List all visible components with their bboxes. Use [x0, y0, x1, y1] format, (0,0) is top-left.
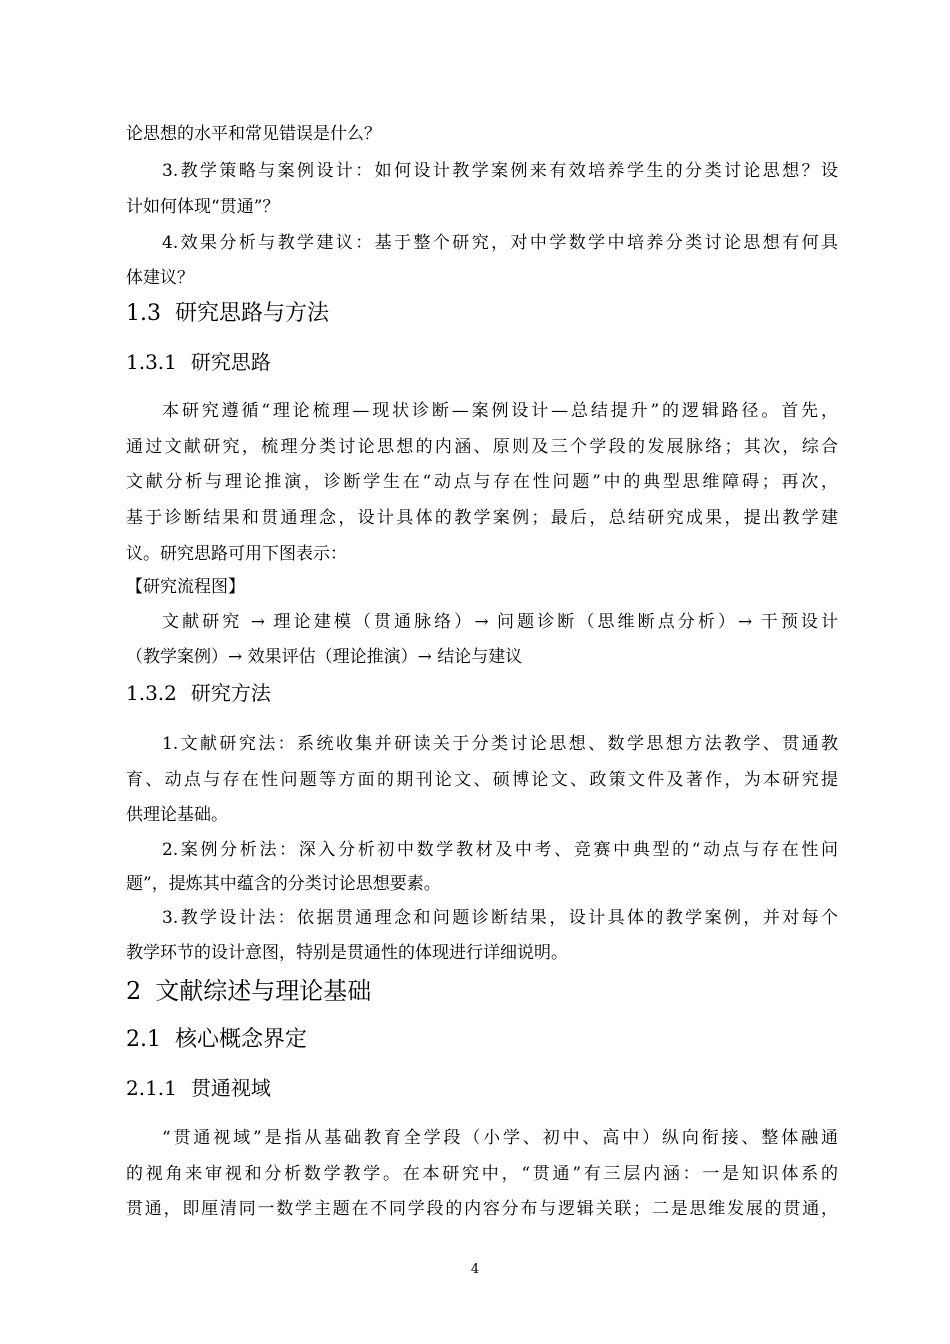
paragraph-line: 论思想的水平和常见错误是什么？ [126, 124, 381, 144]
flow-chart-line: （教学案例）→ 效果评估（理论推演）→ 结论与建议 [126, 647, 523, 667]
paragraph-line: 3.教学策略与案例设计：如何设计教学案例来有效培养学生的分类讨论思想？设 [162, 161, 838, 181]
section-heading [126, 1025, 307, 1055]
flow-chart-line: 文献研究 → 理论建模（贯通脉络）→ 问题诊断（思维断点分析）→ 干预设计 [162, 612, 838, 632]
paragraph-line: 本研究遵循“理论梳理—现状诊断—案例设计—总结提升”的逻辑路径。首先， [162, 401, 838, 421]
figure-label: 【研究流程图】 [126, 577, 245, 597]
paragraph-line: 议。研究思路可用下图表示： [126, 544, 347, 564]
paragraph-line: 计如何体现“贯通”？ [126, 197, 280, 217]
subsection-number: 1.3.1 [126, 350, 177, 374]
subsection-title: 贯通视域 [190, 1076, 271, 1100]
subsection-title: 研究思路 [190, 350, 271, 374]
paragraph-line: 文献分析与理论推演，诊断学生在“动点与存在性问题”中的典型思维障碍；再次， [126, 472, 838, 492]
paragraph-line: 3.教学设计法：依据贯通理念和问题诊断结果，设计具体的教学案例，并对每个 [162, 908, 838, 928]
chapter-title: 文献综述与理论基础 [155, 977, 372, 1005]
section-title: 研究思路与方法 [175, 301, 330, 326]
paragraph-line: 1.文献研究法：系统收集并研读关于分类讨论思想、数学思想方法教学、贯通教 [162, 734, 838, 754]
subsection-heading [126, 348, 271, 376]
paragraph-line: 4.效果分析与教学建议：基于整个研究，对中学数学中培养分类讨论思想有何具 [162, 233, 838, 253]
paragraph-line: 2.案例分析法：深入分析初中数学教材及中考、竞赛中典型的“动点与存在性问 [162, 840, 838, 860]
paragraph-line: 体建议？ [126, 268, 194, 288]
page-number: 4 [470, 1262, 480, 1277]
paragraph-line: 题”，提炼其中蕴含的分类讨论思想要素。 [126, 874, 441, 894]
paragraph-line: 育、动点与存在性问题等方面的期刊论文、硕博论文、政策文件及著作，为本研究提 [126, 770, 838, 790]
section-number: 1.3 [126, 301, 161, 326]
subsection-title: 研究方法 [190, 681, 271, 705]
paragraph-line: “贯通视域”是指从基础教育全学段（小学、初中、高中）纵向衔接、整体融通 [162, 1128, 838, 1148]
paragraph-line: 通过文献研究，梳理分类讨论思想的内涵、原则及三个学段的发展脉络；其次，综合 [126, 437, 838, 457]
section-title: 核心概念界定 [175, 1027, 308, 1052]
paragraph-line: 教学环节的设计意图，特别是贯通性的体现进行详细说明。 [126, 943, 568, 963]
section-heading [126, 299, 329, 329]
subsection-number: 2.1.1 [126, 1076, 177, 1100]
chapter-number: 2 [126, 977, 142, 1005]
paragraph-line: 供理论基础。 [126, 805, 228, 825]
paragraph-line: 的视角来审视和分析数学教学。在本研究中，“贯通”有三层内涵：一是知识体系的 [126, 1164, 838, 1184]
subsection-number: 1.3.2 [126, 681, 177, 705]
section-number: 2.1 [126, 1027, 161, 1052]
subsection-heading [126, 1074, 271, 1102]
chapter-heading [126, 975, 371, 1007]
paragraph-line: 基于诊断结果和贯通理念，设计具体的教学案例；最后，总结研究成果，提出教学建 [126, 508, 838, 528]
subsection-heading [126, 679, 271, 707]
paragraph-line: 贯通，即厘清同一数学主题在不同学段的内容分布与逻辑关联；二是思维发展的贯通， [126, 1199, 838, 1219]
